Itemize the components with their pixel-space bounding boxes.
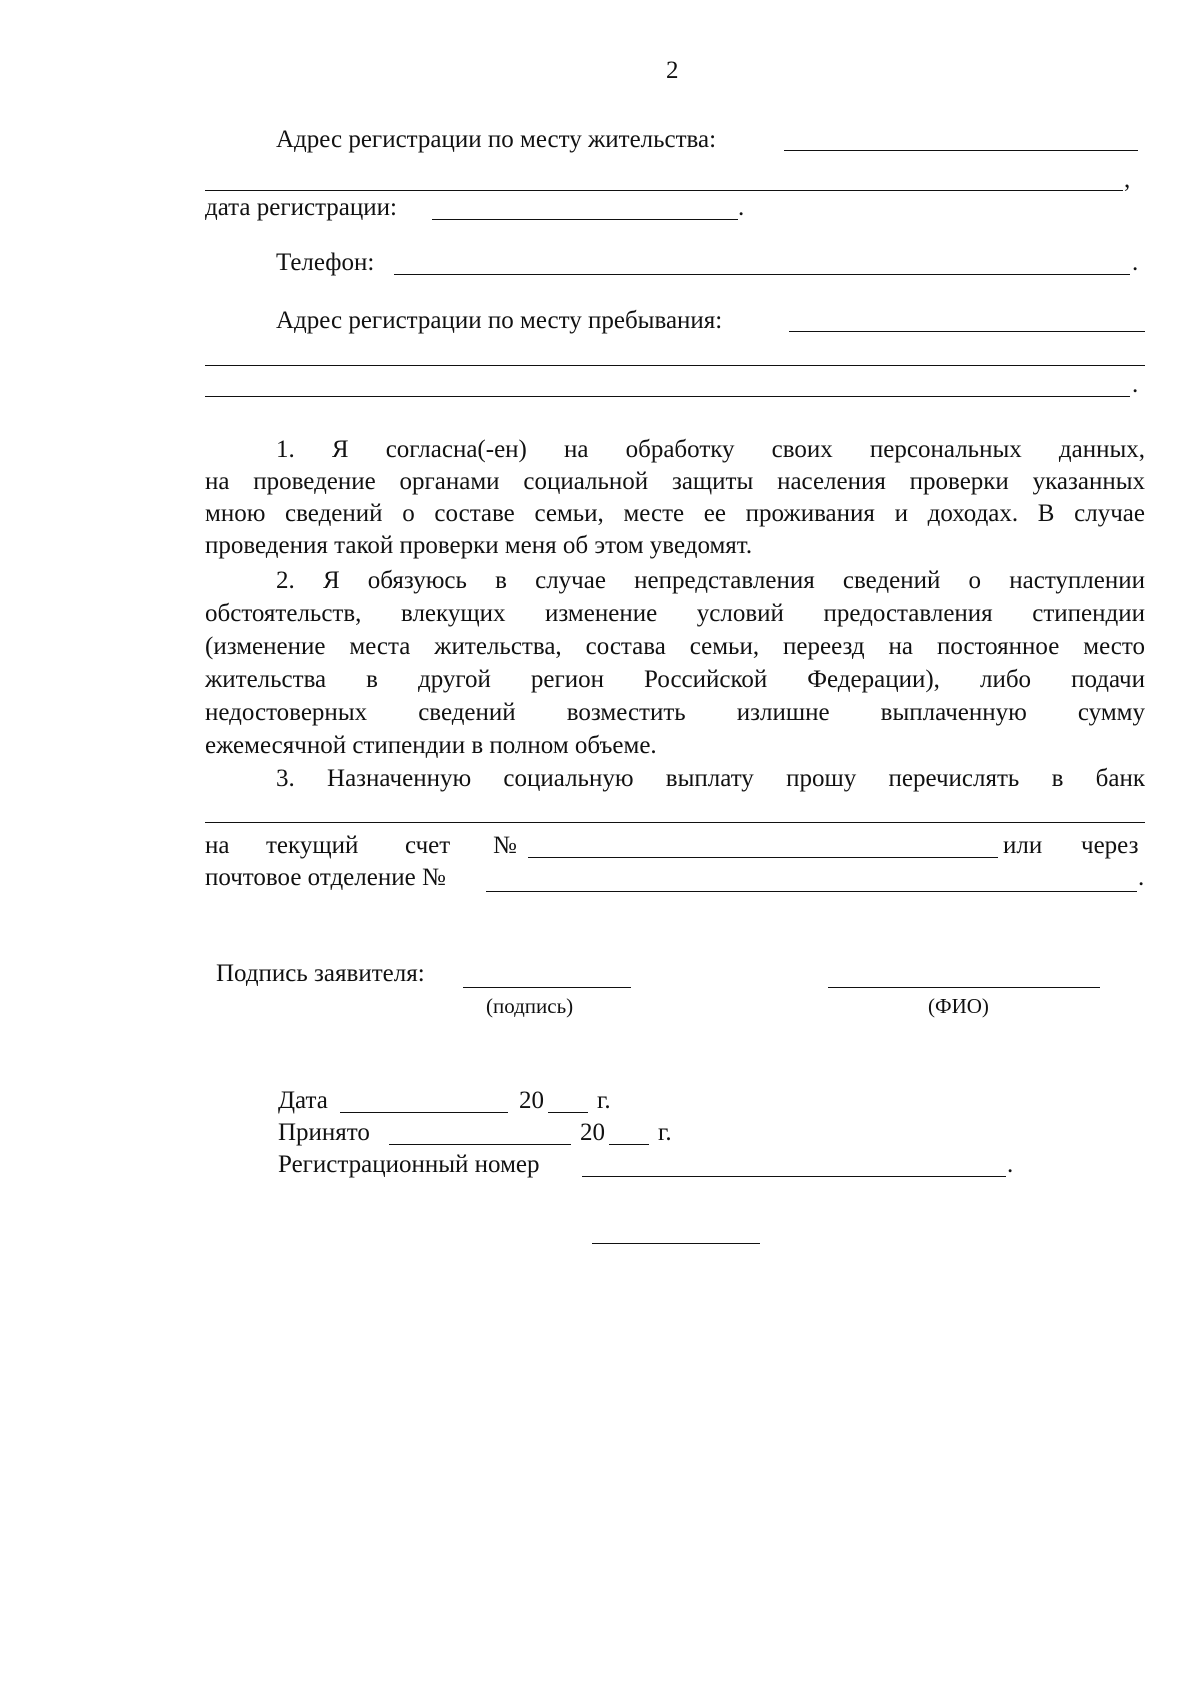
paragraph-2-line-6: ежемесячной стипендии в полном объеме. [205,732,657,759]
registration-date-period: . [738,194,745,221]
paragraph-3-line-1: 3. Назначенную социальную выплату прошу перечислять в банк [276,765,1145,792]
paragraph-1-line-4: проведения такой проверки меня об этом уведомят. [205,532,753,559]
account-word-na: на [205,832,230,859]
accepted-field[interactable] [389,1144,571,1145]
paragraph-1-line-1: 1. Я согласна(-ен) на обработку своих персональных данных, [276,436,1145,463]
stay-address-field-line3[interactable] [205,396,1130,397]
date-year-field[interactable] [548,1112,588,1113]
paragraph-2-line-2: обстоятельств, влекущих изменение условий предоставления стипендии [205,600,1145,627]
account-word-via: через [1081,832,1139,859]
signature-field[interactable] [463,987,631,988]
phone-field[interactable] [394,274,1130,275]
phone-label: Телефон: [276,249,375,276]
stay-address-label: Адрес регистрации по месту пребывания: [276,307,723,334]
accepted-label: Принято [278,1119,370,1146]
registration-number-period: . [1007,1151,1014,1178]
post-office-label: почтовое отделение № [205,864,446,891]
stay-address-period: . [1132,371,1139,398]
account-word-or: или [1003,832,1043,859]
full-name-field[interactable] [828,987,1100,988]
registration-date-label: дата регистрации: [205,194,397,221]
comma-mark: , [1124,166,1131,193]
date-label: Дата [278,1087,328,1114]
accepted-year-prefix: 20 [580,1119,605,1146]
post-office-period: . [1138,864,1145,891]
closing-rule [592,1243,760,1244]
phone-period: . [1132,249,1139,276]
signature-label: Подпись заявителя: [216,960,425,987]
paragraph-2-line-1: 2. Я обязуюсь в случае непредставления сведений о наступлении [276,567,1145,594]
bank-name-field[interactable] [205,822,1145,823]
date-year-prefix: 20 [519,1087,544,1114]
paragraph-1-line-3: мною сведений о составе семьи, месте ее проживания и доходах. В случае [205,500,1145,527]
account-word-number-sign: № [493,832,517,859]
page-number: 2 [666,57,679,84]
account-word-account: счет [405,832,451,859]
stay-address-field[interactable] [789,331,1145,332]
registration-date-field[interactable] [432,219,738,220]
residence-address-label: Адрес регистрации по месту жительства: [276,126,717,153]
account-word-current: текущий [266,832,359,859]
date-field[interactable] [340,1112,508,1113]
paragraph-2-line-5: недостоверных сведений возместить излишне выплаченную сумму [205,699,1145,726]
registration-number-field[interactable] [582,1176,1006,1177]
account-number-field[interactable] [528,857,998,858]
signature-caption: (подпись) [486,994,574,1018]
date-year-suffix: г. [597,1087,611,1114]
stay-address-field-line2[interactable] [205,365,1145,366]
residence-address-field[interactable] [784,150,1138,151]
paragraph-2-line-3: (изменение места жительства, состава семьи, переезд на постоянное место [205,633,1145,660]
paragraph-1-line-2: на проведение органами социальной защиты населения проверки указанных [205,468,1145,495]
residence-address-field-line2[interactable] [205,190,1123,191]
registration-number-label: Регистрационный номер [278,1151,540,1178]
full-name-caption: (ФИО) [928,994,989,1018]
post-office-field[interactable] [486,891,1137,892]
accepted-year-suffix: г. [658,1119,672,1146]
accepted-year-field[interactable] [609,1144,649,1145]
paragraph-2-line-4: жительства в другой регион Российской Федерации), либо подачи [205,666,1145,693]
